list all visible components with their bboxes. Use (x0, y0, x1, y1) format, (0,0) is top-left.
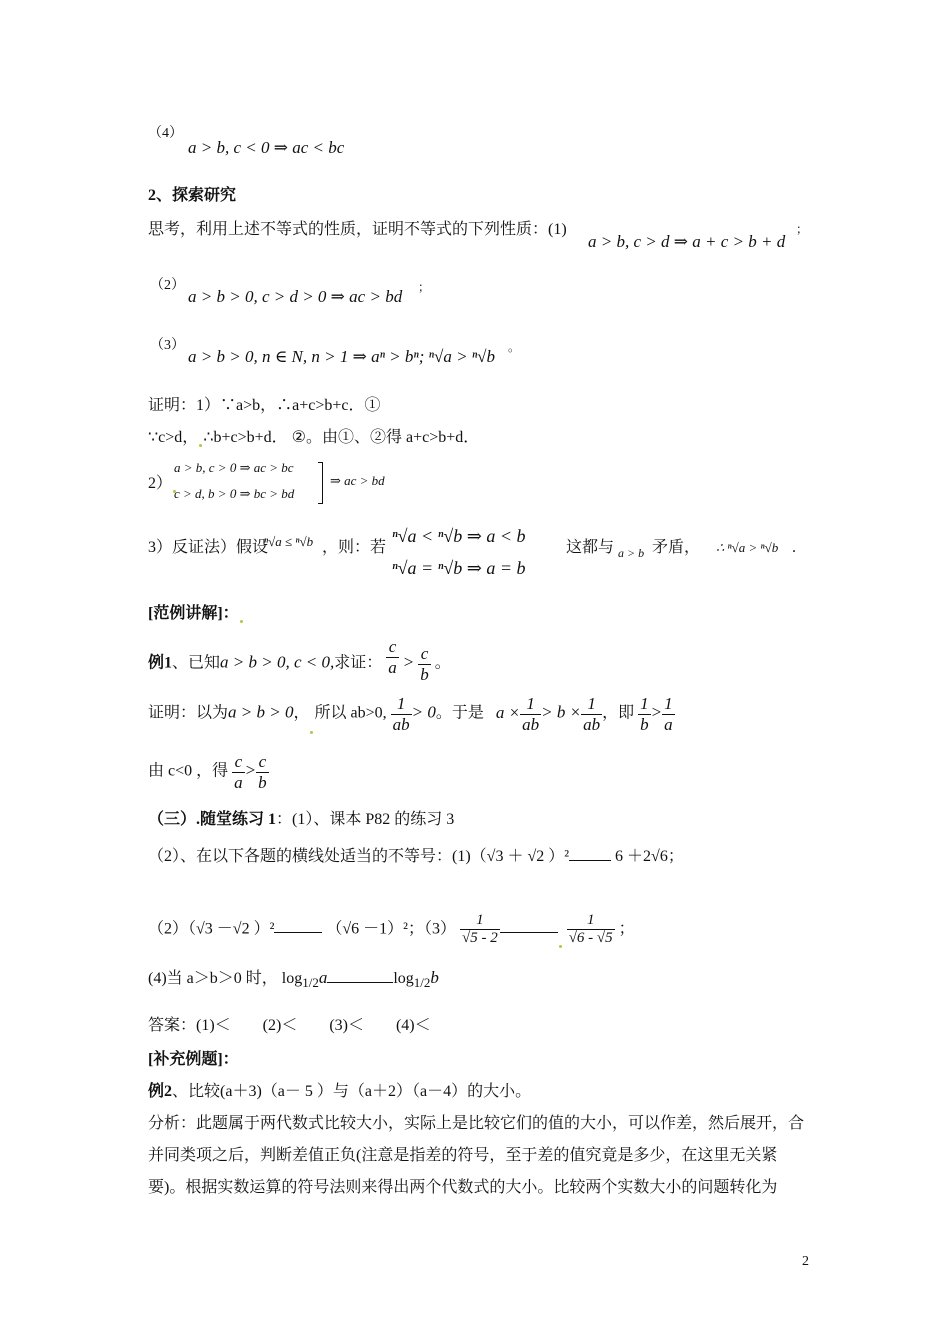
ex1proof-f2: > 0 (411, 702, 436, 722)
p2b-end: ； (618, 920, 635, 938)
p4-sub1: 1/2 (302, 975, 319, 991)
practice-title: （三）.随堂练习 1 (148, 811, 277, 828)
ex1end-frac1-num: c (232, 752, 245, 773)
ex1proof-frac5-den: a (664, 714, 673, 734)
proof3-text4: 矛盾， (652, 539, 701, 556)
answer-blank[interactable] (569, 846, 611, 861)
proof3-concl: ∴ ⁿ√a > ⁿ√b (716, 540, 779, 555)
ex1-op: > (402, 652, 415, 672)
practice-text: ：(1）、课本 P82 的练习 3 (276, 811, 455, 828)
prop3-label: （3） (150, 338, 185, 353)
proof3-assume: ⁿ√a ≤ ⁿ√b (264, 534, 314, 549)
ex1proof-t2: ， (293, 704, 310, 722)
ex1proof-frac3-num: 1 (581, 694, 602, 715)
p2b-frac2-den: √6 - √5 (568, 930, 613, 947)
ex1proof-a: a × (495, 702, 521, 722)
ex1-frac2 (418, 644, 431, 684)
ex1-frac2-num: c (418, 644, 431, 665)
proof1-line2b: ∴b+c>b+d． ②。由①、②得 a+c>b+d． (203, 429, 480, 446)
ex1end-frac1 (232, 752, 245, 792)
prop2-end: ； (418, 280, 431, 294)
proof1-line1: 证明：1）∵a>b，∴a+c>b+c．① (148, 397, 381, 414)
p2-rhs: 6 ＋2√6 (615, 848, 668, 865)
ex1proof-frac3 (581, 694, 602, 734)
p4-line (148, 968, 439, 991)
examples-title (148, 604, 244, 623)
item4-formula: a > b, c < 0 ⇒ ac < bc (188, 138, 345, 157)
ex1proof-frac4-den: b (640, 714, 649, 734)
think-formula: a > b, c > d ⇒ a + c > b + d (588, 232, 786, 251)
ex1-frac1-num: c (386, 637, 399, 658)
speck (310, 731, 313, 734)
proof2-row2: c > d, b > 0 ⇒ bc > bd (174, 486, 295, 501)
proof3-end: . (792, 539, 796, 556)
ex1-text: 、已知 (172, 654, 221, 672)
analysis-line-1: 分析：此题属于两代数式比较大小，实际上是比较它们的值的大小，可以作差，然后展开，合 (148, 1115, 805, 1132)
ex1-frac1-den: a (388, 657, 397, 677)
ex1end-line (148, 752, 269, 792)
p2b-frac2-num: 1 (567, 912, 615, 930)
p4-log1: log (281, 970, 303, 987)
extra-title: [补充例题]： (148, 1051, 239, 1068)
proof3-text1: 3）反证法）假设 (148, 539, 269, 556)
proof2-brace (318, 462, 323, 504)
ex1end-frac1-den: a (234, 772, 243, 792)
ex1proof-f1: a > b > 0 (228, 702, 294, 722)
p2-end: ； (667, 848, 684, 865)
ex1proof-frac4-num: 1 (640, 694, 649, 713)
p2b-b: （√6 －1）²；（3） (326, 920, 456, 938)
proof3-text3: 这都与 (566, 539, 615, 556)
ex1proof-frac-num: 1 (391, 694, 412, 715)
proof2-result: ⇒ ac > bd (330, 473, 385, 488)
p2b-frac1 (460, 912, 500, 948)
page-number: 2 (802, 1254, 809, 1269)
ex1end-gt: > (244, 760, 257, 780)
ex1-frac2-den: b (420, 664, 429, 684)
ex1proof-frac4 (638, 694, 651, 734)
proof1-line2 (148, 428, 479, 447)
ex1proof-t3: 所以 ab>0, (314, 704, 387, 722)
p2b-frac1-num: 1 (460, 912, 500, 930)
ex1proof-frac3-den: ab (583, 714, 601, 734)
p2b-frac1-den: √5 - 2 (461, 930, 498, 947)
proof2-row1: a > b, c > 0 ⇒ ac > bc (174, 460, 294, 475)
p2b-line (148, 912, 635, 948)
analysis-line-3: 要)。根据实数运算的符号法则来得出两个代数式的大小。比较两个实数大小的问题转化为 (148, 1179, 778, 1196)
ex1end-t1: 由 c<0 ，得 (148, 762, 229, 780)
ex1-frac1 (386, 637, 399, 677)
p2b-frac2 (567, 912, 615, 948)
ex1proof-frac5 (662, 694, 675, 734)
think-end: ； (796, 222, 809, 236)
think-text: 思考，利用上述不等式的性质，证明不等式的下列性质：(1) (148, 221, 567, 238)
p2-text: （2）、在以下各题的横线处适当的不等号：(1)（√3 ＋ √2 ）² (148, 848, 570, 865)
ex2-line (148, 1082, 531, 1101)
ex2-text: 、比较(a＋3)（a－ 5 ）与（a＋2）（a－4）的大小。 (172, 1083, 532, 1100)
ex1proof-frac (391, 694, 412, 734)
ex1proof-line (148, 694, 675, 734)
ex1proof-frac2-den: ab (522, 714, 540, 734)
proof3-text2: ，则：若 (322, 539, 387, 556)
item4-label: （4） (148, 126, 183, 141)
p4-a: a (318, 968, 328, 987)
proof3-case2: ⁿ√a = ⁿ√b ⇒ a = b (392, 558, 526, 578)
answer-line: 答案：(1)＜ (2)＜ (3)＜ (4)＜ (148, 1017, 431, 1034)
analysis-line-2: 并同类项之后，判断差值正负(注意是指差的符号，至于差的值究竟是多少，在这里无关紧 (148, 1147, 778, 1164)
p2-line (148, 846, 684, 866)
ex2-label: 例2 (148, 1083, 173, 1100)
ex1-line (148, 637, 451, 684)
proof3-cond: a > b (618, 546, 645, 560)
ex1proof-frac2 (520, 694, 541, 734)
ex1proof-t4: 。于是 (435, 704, 484, 722)
ex1-given: a > b > 0, c < 0, (220, 652, 335, 672)
answer-blank[interactable] (500, 918, 558, 933)
practice-line (148, 810, 454, 829)
speck (199, 444, 202, 447)
ex1proof-frac5-num: 1 (664, 694, 673, 713)
section-title: 2、探索研究 (148, 187, 237, 204)
speck (559, 945, 562, 948)
answer-blank[interactable] (274, 918, 322, 933)
prop3-formula: a > b > 0, n ∈ N, n > 1 ⇒ aⁿ > bⁿ; ⁿ√a > ⁿ√b (188, 347, 496, 366)
proof1-line2a: ∵c>d， (148, 429, 199, 446)
ex1end-frac2 (256, 752, 269, 792)
ex1-label: 例1 (148, 654, 173, 672)
speck (240, 620, 243, 623)
prop2-label: （2） (150, 278, 185, 293)
ex1end-frac2-den: b (258, 772, 267, 792)
ex1-end: 。 (434, 654, 451, 672)
p2b-a: （2）（√3 －√2 ）² (148, 920, 275, 938)
prop3-end: 。 (508, 340, 521, 354)
proof3-case1: ⁿ√a < ⁿ√b ⇒ a < b (392, 526, 526, 546)
ex1proof-gt2: > (650, 702, 663, 722)
ex1-prove: 求证： (334, 654, 383, 672)
ex1proof-t1: 证明：以为 (148, 704, 229, 722)
p4-text: (4)当 a＞b＞0 时， (148, 970, 278, 987)
p4-log2: log (393, 970, 414, 987)
ex1proof-frac2-num: 1 (520, 694, 541, 715)
ex1proof-t5: ，即 (602, 704, 635, 722)
proof2-label (148, 474, 177, 493)
ex1end-frac2-num: c (256, 752, 269, 773)
p4-b: b (430, 968, 439, 987)
prop2-formula: a > b > 0, c > d > 0 ⇒ ac > bd (188, 287, 403, 306)
p4-sub2: 1/2 (413, 975, 431, 991)
ex1proof-frac-den: ab (392, 714, 410, 734)
proof2-label-text: 2） (148, 475, 173, 492)
answer-blank[interactable] (327, 968, 393, 983)
ex1proof-gt: > b × (541, 702, 582, 722)
examples-title-text: [范例讲解]： (148, 605, 239, 622)
